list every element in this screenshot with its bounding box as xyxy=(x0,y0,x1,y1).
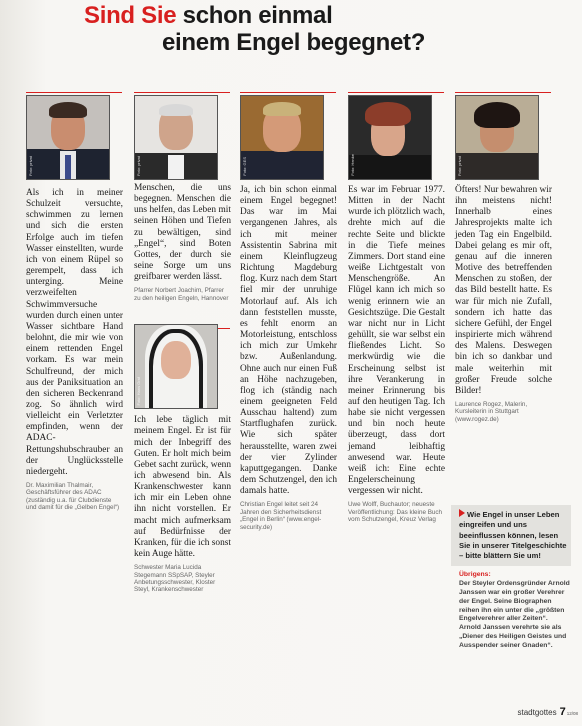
info-label: Übrigens: xyxy=(459,571,491,579)
teaser-text: Wie Engel in unser Leben eingreifen und uns beeinflussen können, lesen Sie in unserer Titelgeschichte – bitte blättern Sie um! xyxy=(459,510,567,561)
portrait-photo xyxy=(134,324,218,409)
testimonial-text: Ja, ich bin schon einmal einem Engel begegnet! Das war im Mai vergangenen Jahres, als ich mit meiner Assistentin Sabrina mit einem Kleinflugzeug Richtung Magdeburg flog. Kurz nach dem Start fiel mir der unruhige Motorlauf auf. Als ich dann feststellen musste, es fehlt enorm an Motorleistung, entschloss ich mich zur Umkehr bzw. Außenlandung. Ohne auch nur einen Fuß an Höhe nachzugeben, flog ich (ständig nach einem geeigneten Feld Ausschau haltend) zum Startflughafen zurück. Wie sich später herausstellte, waren zwei der vier Zylinder kaputtgegangen. Danke dem Schutzengel, den ich damals hatte. xyxy=(240,185,337,497)
column-4 xyxy=(348,95,445,524)
issue-number: 12/08 xyxy=(566,711,578,716)
testimonial-text: Menschen, die uns begegnen. Menschen die uns helfen, das Leben mit seinen Höhen und Tiefen zu bewältigen, sind „Engel“, sind Boten Gottes, der durch sie seine Sorge um uns greifbarer werden lässt. xyxy=(134,183,231,283)
photo-credit: Foto: Henke xyxy=(350,154,355,176)
photo-credit: Foto: privat xyxy=(136,155,141,176)
page-number: 7 xyxy=(559,706,566,718)
photo-credit: Foto: privat xyxy=(457,155,462,176)
photo-credit: Foto: Hans Graf xyxy=(136,376,141,406)
author-signature: Dr. Maximilian Thalmair, Geschäftsführer des ADAC (zuständig u.a. für Clubdienste und damit für die „Gelben Engel“) xyxy=(26,482,120,512)
magazine-brand: stadtgottes xyxy=(517,708,557,717)
testimonial-text: Ich lebe täglich mit meinem Engel. Er ist für mich der Inbegriff des Guten. Er holt mich beim Gebet sacht zurück, wenn ich abwesend bin. Als Krankenschwester kann ich mir ein Leben ohne ihn nicht vorstellen. Er macht mich aufmerksam auf Bedürfnisse der Kranken, für die ich sonst kein Auge hätte. xyxy=(134,415,231,560)
page-title xyxy=(78,2,558,56)
divider xyxy=(26,92,122,93)
author-signature: Pfarrer Norbert Joachim, Pfarrer zu den heiligen Engeln, Hannover xyxy=(134,287,229,302)
sidebar-teaser xyxy=(451,505,571,651)
divider xyxy=(455,92,551,93)
column-1 xyxy=(26,95,123,512)
column-2 xyxy=(134,95,231,594)
divider xyxy=(240,92,336,93)
column-3 xyxy=(240,95,337,531)
portrait-photo xyxy=(455,95,539,180)
portrait-photo xyxy=(26,95,110,180)
testimonial-text: Als ich in meiner Schulzeit versuchte, schwimmen zu lernen und sich die ersten Erfolge auch im tiefen Wasser einstellten, wurde ich von einem Rüpel so gerempelt, dass ich unterging. Meine verzweifelten Schwimmversuche wurden durch einen unter Wasser sichtbare Hand belohnt, die mir wie von einem rettenden Engel vorkam. Es war mein Schulfreund, der mich aus der Paniksituation an den sicheren Beckenrand zog. So ähnlich wird vielleicht ein Verletzter empfinden, wenn der ADAC-Rettungshubschrauber an der Unglücksstelle niedergeht. xyxy=(26,188,123,477)
author-signature: Christian Engel leitet seit 24 Jahren den Sicherheitsdienst „Engel in Berlin“ (www.engel-security.de) xyxy=(240,501,322,531)
author-signature: Uwe Wolff, Buchautor; neueste Veröffentlichung: Das kleine Buch vom Schutzengel, Kreuz Verlag xyxy=(348,501,443,524)
photo-credit: Foto: privat xyxy=(28,155,33,176)
testimonial-text: Öfters! Nur bewahren wir ihn meistens nicht! Innerhalb eines Jahresprojekts malte ich jeden Tag ein Engelbild. Dabei gelang es mir oft, genau auf die inneren Motive des betreffenden Menschen zu stoßen, der das Bild bestellt hatte. Es war für mich nie Zufall, sondern ich hatte das sichere Gefühl, der Engel inspirierte mich während des Malens. Deswegen bin ich so dankbar und male weiterhin mit großer Freude solche Bilder! xyxy=(455,185,552,396)
photo-credit: Foto: GES xyxy=(242,157,247,176)
info-text: Der Steyler Ordensgründer Arnold Janssen war ein großer Verehrer der Engel. Seine Biographen reihen ihn ein unter die „größten Engelverehrer aller Zeiten“. Arnold Janssen verehrte sie als „Diener des Heiligen Geistes und Ausspender seiner Gnaden“. xyxy=(459,580,570,649)
info-box xyxy=(451,571,571,650)
divider xyxy=(134,92,230,93)
portrait-photo xyxy=(240,95,324,180)
column-5 xyxy=(455,95,552,423)
testimonial-text: Es war im Februar 1977. Mitten in der Nacht wurde ich plötzlich wach, drehte mich auf die rechte Seite und blickte in die Tiefe meines Zimmers. Dort stand eine weiße Lichtgestalt von Menschengröße. An Flügel kann ich mich so wenig erinnern wie an Gesichtszüge. Die Gestalt war nicht nur in Licht gehüllt, sie war selbst ein fließendes Licht. So merkwürdig wie die Erscheinung selbst ist ihre Verankerung in meiner Erinnerung bis auf den heutigen Tag. Ich habe sie nicht vergessen und bin noch heute überzeugt, dass dort jemand leibhaftig anwesend war. Heute weiß ich: Eine echte Engelerscheinung vergessen wir nicht. xyxy=(348,185,445,497)
portrait-photo xyxy=(348,95,432,180)
divider xyxy=(348,92,444,93)
title-line1: schon einmal xyxy=(176,2,333,29)
page-footer xyxy=(517,702,578,720)
teaser-box xyxy=(451,505,571,566)
title-line2: einem Engel begegnet? xyxy=(162,29,426,56)
portrait-photo xyxy=(134,95,218,180)
arrow-icon xyxy=(459,509,465,517)
author-signature: Schwester Maria Lucida Stegemann SSpSAP, Steyler Anbetungsschwester, Kloster Steyl, Krankenschwester xyxy=(134,564,216,594)
title-highlight: Sind Sie xyxy=(84,2,177,29)
author-signature: Laurence Rogez, Malerin, Kursleiterin in Stuttgart (www.rogez.de) xyxy=(455,400,528,423)
